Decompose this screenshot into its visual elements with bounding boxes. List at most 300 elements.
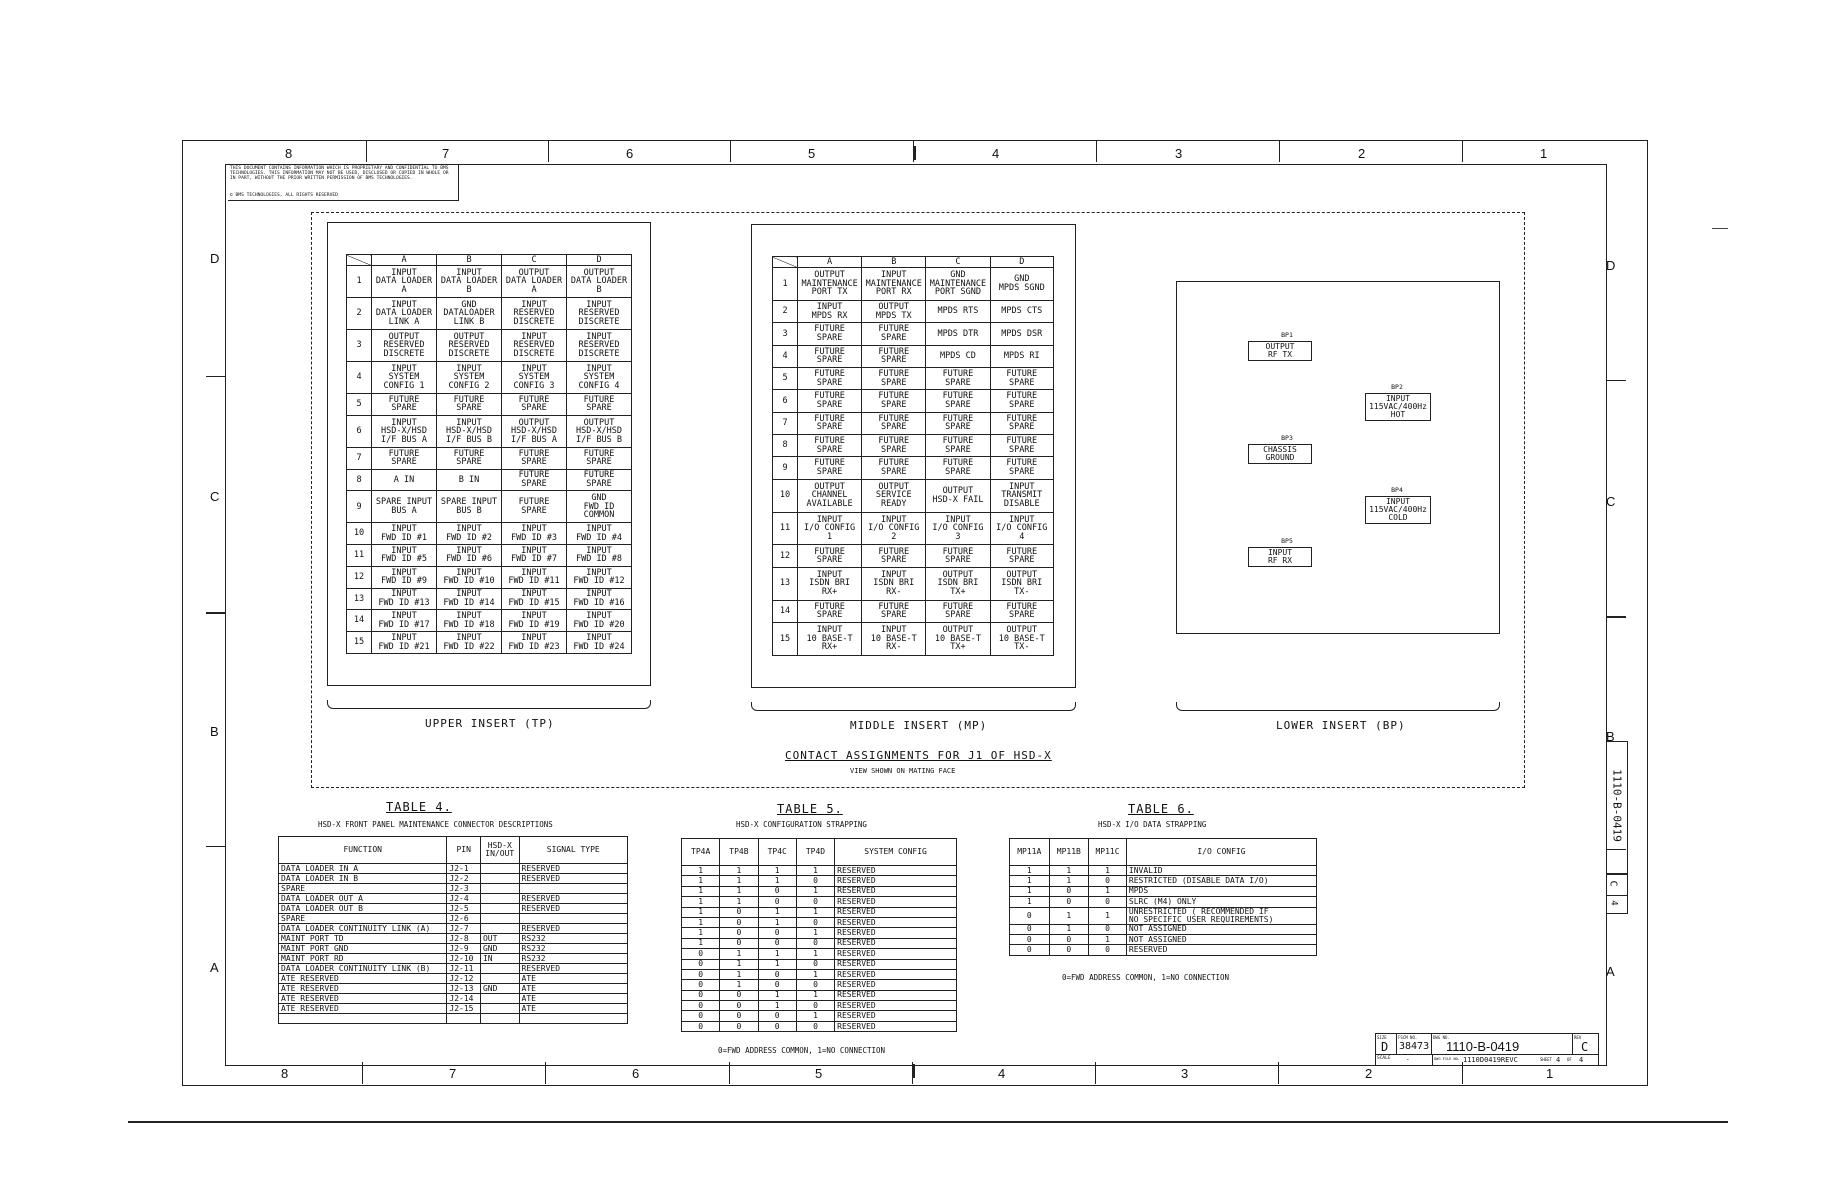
table-cell: RS232 [519, 944, 627, 954]
table-cell: 1 [720, 949, 758, 959]
pin-bp5: INPUT RF RX [1248, 547, 1312, 567]
table-row [773, 367, 1054, 389]
table-cell: MPDS [1126, 886, 1316, 896]
zone-label: 3 [1181, 1066, 1189, 1081]
table-cell: J2-7 [447, 924, 481, 934]
row-number: 9 [773, 457, 798, 479]
contact-cell: INPUT FWD ID #16 [567, 588, 632, 610]
table-row [682, 866, 957, 876]
table-row [347, 330, 632, 362]
table-row [682, 886, 957, 896]
table-cell [480, 874, 519, 884]
table-row [279, 894, 628, 904]
table-cell [519, 884, 627, 894]
contact-cell: FUTURE SPARE [862, 345, 926, 367]
contact-cell: FUTURE SPARE [990, 412, 1053, 434]
table-row [279, 904, 628, 914]
zone-label: 8 [285, 146, 293, 161]
column-header: TP4D [796, 839, 834, 866]
table5-title: TABLE 5. [777, 802, 843, 816]
contact-cell: INPUT TRANSMIT DISABLE [990, 479, 1053, 512]
table-cell: 1 [758, 907, 796, 917]
table-cell: 1 [758, 1001, 796, 1011]
table5-note: 0=FWD ADDRESS COMMON, 1=NO CONNECTION [718, 1046, 886, 1055]
contact-cell: FUTURE SPARE [990, 600, 1053, 622]
table-cell: 0 [758, 928, 796, 938]
zone-label: 1 [1540, 146, 1548, 161]
table-row [347, 469, 632, 491]
table-cell: DATA LOADER IN A [279, 864, 447, 874]
corner-cell [773, 257, 798, 268]
sheet-value: 4 [1556, 1056, 1561, 1064]
table-cell: 0 [796, 897, 834, 907]
table-row [347, 610, 632, 632]
contact-cell: A IN [372, 469, 437, 491]
table-row [773, 434, 1054, 456]
side-strip [1606, 741, 1626, 913]
table-cell: 0 [1089, 897, 1127, 907]
row-number: 12 [347, 566, 372, 588]
contact-cell: INPUT FWD ID #12 [567, 566, 632, 588]
contact-cell: MPDS RTS [926, 300, 990, 322]
column-header: C [926, 257, 990, 268]
table-cell: 1 [720, 959, 758, 969]
contact-cell: INPUT SYSTEM CONFIG 4 [567, 362, 632, 394]
contact-cell: INPUT HSD-X/HSD I/F BUS A [372, 415, 437, 447]
table-cell: RS232 [519, 954, 627, 964]
contact-cell: OUTPUT DATA LOADER B [567, 266, 632, 298]
table6-title: TABLE 6. [1128, 802, 1194, 816]
table-row [1010, 924, 1317, 934]
table-cell: 1 [758, 876, 796, 886]
table-cell [480, 924, 519, 934]
row-number: 14 [347, 610, 372, 632]
table-cell: MAINT PORT TD [279, 934, 447, 944]
table-cell: 1 [796, 1011, 834, 1021]
table-cell: 1 [796, 990, 834, 1000]
contact-cell: INPUT I/O CONFIG 3 [926, 512, 990, 545]
table-row [773, 600, 1054, 622]
margin-rule [1712, 228, 1728, 229]
table-row [682, 907, 957, 917]
table-cell: 1 [720, 866, 758, 876]
contact-cell: FUTURE SPARE [862, 434, 926, 456]
zone-label: 1 [1546, 1066, 1554, 1081]
table-cell [480, 994, 519, 1004]
table-cell: 1 [720, 897, 758, 907]
contact-cell: FUTURE SPARE [798, 412, 862, 434]
column-header: B [862, 257, 926, 268]
table-row [347, 632, 632, 654]
contact-cell: INPUT FWD ID #23 [502, 632, 567, 654]
zone-label: 2 [1358, 146, 1366, 161]
table-row [773, 323, 1054, 345]
contact-cell: INPUT FWD ID #5 [372, 545, 437, 567]
zone-label: A [210, 960, 219, 975]
table-row [773, 390, 1054, 412]
table-cell: J2-12 [447, 974, 481, 984]
table-cell [480, 894, 519, 904]
row-number: 4 [773, 345, 798, 367]
contact-cell: FUTURE SPARE [567, 469, 632, 491]
row-number: 7 [773, 412, 798, 434]
contact-cell: SPARE INPUT BUS B [437, 491, 502, 523]
table-cell: 0 [758, 886, 796, 896]
rev-label: REV [1574, 1035, 1582, 1040]
table-cell: 0 [720, 1001, 758, 1011]
pin-bp1: OUTPUT RF TX [1248, 341, 1312, 361]
table-cell: 1 [682, 938, 720, 948]
contact-cell: INPUT I/O CONFIG 4 [990, 512, 1053, 545]
table-cell: RESERVED [835, 980, 957, 990]
table-row [279, 944, 628, 954]
table-cell: SPARE [279, 914, 447, 924]
table-cell [480, 1014, 519, 1024]
table-cell: 0 [796, 917, 834, 927]
table-cell: RESERVED [835, 876, 957, 886]
contact-cell: INPUT FWD ID #20 [567, 610, 632, 632]
table-cell: J2-6 [447, 914, 481, 924]
contact-cell: B IN [437, 469, 502, 491]
row-number: 2 [347, 298, 372, 330]
table-row [682, 980, 957, 990]
table-row [682, 938, 957, 948]
row-number: 7 [347, 447, 372, 469]
table-cell: 1 [758, 866, 796, 876]
table6-note: 0=FWD ADDRESS COMMON, 1=NO CONNECTION [1062, 973, 1230, 982]
pin-id-bp1: BP1 [1281, 331, 1293, 339]
table-cell: 0 [1010, 945, 1050, 955]
table-cell: RESERVED [835, 1021, 957, 1031]
table-cell: MAINT PORT GND [279, 944, 447, 954]
table-cell: ATE RESERVED [279, 974, 447, 984]
contact-cell: INPUT MAINTENANCE PORT RX [862, 268, 926, 301]
contact-cell: FUTURE SPARE [798, 367, 862, 389]
table-cell: 0 [1089, 945, 1127, 955]
table-row [1010, 876, 1317, 886]
table-cell: RESERVED [835, 959, 957, 969]
file-label: DWG FILE NO. [1434, 1057, 1460, 1061]
table-cell: 0 [1049, 886, 1089, 896]
contact-cell: OUTPUT ISDN BRI TX+ [926, 567, 990, 600]
table-cell: J2-8 [447, 934, 481, 944]
table-cell: RESERVED [835, 886, 957, 896]
table-cell: J2-15 [447, 1004, 481, 1014]
zone-label: 2 [1365, 1066, 1373, 1081]
table-cell: 0 [796, 876, 834, 886]
contact-cell: FUTURE SPARE [372, 394, 437, 416]
pin-id-bp4: BP4 [1391, 486, 1403, 494]
table-cell: 1 [1089, 886, 1127, 896]
contact-cell: FUTURE SPARE [798, 345, 862, 367]
contact-cell: INPUT I/O CONFIG 1 [798, 512, 862, 545]
contact-cell: INPUT 10 BASE-T RX- [862, 623, 926, 656]
pin-id-bp2: BP2 [1391, 383, 1403, 391]
contact-cell: GND FWD ID COMMON [567, 491, 632, 523]
table-row [682, 969, 957, 979]
table-cell: NOT ASSIGNED [1126, 924, 1316, 934]
table-row [279, 984, 628, 994]
table-row [347, 523, 632, 545]
table-cell: J2-11 [447, 964, 481, 974]
middle-insert-label: MIDDLE INSERT (MP) [850, 719, 988, 732]
contact-cell: INPUT FWD ID #7 [502, 545, 567, 567]
table-row [682, 917, 957, 927]
table-cell: RESERVED [519, 924, 627, 934]
page-bottom-rule [128, 1121, 1728, 1123]
table-row [682, 1011, 957, 1021]
contact-cell: FUTURE SPARE [502, 447, 567, 469]
row-number: 4 [347, 362, 372, 394]
table-row [279, 994, 628, 1004]
contact-cell: INPUT 10 BASE-T RX+ [798, 623, 862, 656]
table-cell: 0 [796, 980, 834, 990]
table-cell: J2-4 [447, 894, 481, 904]
contact-cell: INPUT FWD ID #11 [502, 566, 567, 588]
table-cell: 0 [758, 980, 796, 990]
table-cell: 1 [1049, 907, 1089, 924]
contact-cell: INPUT ISDN BRI RX+ [798, 567, 862, 600]
table-cell: SPARE [279, 884, 447, 894]
table-row [279, 964, 628, 974]
contact-cell: INPUT SYSTEM CONFIG 2 [437, 362, 502, 394]
contact-cell: INPUT FWD ID #13 [372, 588, 437, 610]
table6-subtitle: HSD-X I/O DATA STRAPPING [1098, 820, 1207, 829]
cage-label: FSCM NO. [1398, 1035, 1418, 1040]
file-value: 1110D0419REVC [1463, 1056, 1518, 1064]
table-cell: RESERVED [835, 907, 957, 917]
lower-insert-label: LOWER INSERT (BP) [1276, 719, 1406, 732]
table-cell: ATE RESERVED [279, 1004, 447, 1014]
zone-label: 7 [442, 146, 450, 161]
table-cell: 0 [682, 1001, 720, 1011]
table-row [682, 928, 957, 938]
table-cell: 0 [796, 938, 834, 948]
table-row [1010, 886, 1317, 896]
row-number: 1 [347, 266, 372, 298]
table-cell [480, 884, 519, 894]
contact-cell: OUTPUT 10 BASE-T TX- [990, 623, 1053, 656]
table-cell: 1 [796, 928, 834, 938]
table-cell: DATA LOADER OUT A [279, 894, 447, 904]
contact-cell: FUTURE SPARE [862, 367, 926, 389]
contact-cell: FUTURE SPARE [926, 457, 990, 479]
table-cell: 1 [758, 917, 796, 927]
table6 [1009, 838, 1317, 956]
table-cell: 1 [682, 866, 720, 876]
row-number: 3 [773, 323, 798, 345]
table-cell: RESERVED [835, 938, 957, 948]
row-number: 11 [347, 545, 372, 567]
column-header: A [798, 257, 862, 268]
contact-cell: FUTURE SPARE [567, 447, 632, 469]
rev-value: C [1581, 1040, 1589, 1054]
contact-cell: INPUT ISDN BRI RX- [862, 567, 926, 600]
row-number: 15 [347, 632, 372, 654]
table-row [773, 300, 1054, 322]
dwg-number: 1110-B-0419 [1446, 1039, 1520, 1054]
table-cell: 1 [758, 990, 796, 1000]
table-cell: J2-3 [447, 884, 481, 894]
table-cell: J2-13 [447, 984, 481, 994]
contact-cell: INPUT FWD ID #22 [437, 632, 502, 654]
contact-cell: INPUT FWD ID #17 [372, 610, 437, 632]
side-strip-rev: C [1607, 880, 1619, 887]
row-number: 11 [773, 512, 798, 545]
contact-cell: FUTURE SPARE [862, 412, 926, 434]
contact-cell: FUTURE SPARE [502, 394, 567, 416]
column-header: FUNCTION [279, 837, 447, 864]
table-cell: 0 [1049, 945, 1089, 955]
contact-cell: FUTURE SPARE [926, 367, 990, 389]
contact-cell: OUTPUT HSD-X FAIL [926, 479, 990, 512]
table-cell: 1 [682, 928, 720, 938]
table-row [347, 545, 632, 567]
table-row [347, 491, 632, 523]
sheet-label: SHEET [1540, 1057, 1553, 1062]
table5-subtitle: HSD-X CONFIGURATION STRAPPING [736, 820, 867, 829]
table-row [773, 268, 1054, 301]
table-row [773, 412, 1054, 434]
table-cell: DATA LOADER IN B [279, 874, 447, 884]
table-cell: INVALID [1126, 866, 1316, 876]
upper-insert-table [346, 254, 632, 654]
table-cell: 1 [796, 949, 834, 959]
table-cell: 0 [720, 917, 758, 927]
contact-cell: FUTURE SPARE [798, 600, 862, 622]
table-row [773, 545, 1054, 567]
table-row [347, 266, 632, 298]
row-number: 13 [773, 567, 798, 600]
table-cell: 1 [1049, 866, 1089, 876]
scale-value: - [1406, 1056, 1410, 1063]
table-cell: 0 [758, 897, 796, 907]
row-number: 13 [347, 588, 372, 610]
contact-cell: FUTURE SPARE [862, 457, 926, 479]
contact-cell: OUTPUT RESERVED DISCRETE [437, 330, 502, 362]
contact-assignments-title: CONTACT ASSIGNMENTS FOR J1 OF HSD-X [785, 749, 1052, 762]
contact-cell: INPUT FWD ID #24 [567, 632, 632, 654]
contact-cell: FUTURE SPARE [798, 323, 862, 345]
table-row [279, 954, 628, 964]
table-cell: 1 [720, 886, 758, 896]
table-cell [519, 1014, 627, 1024]
contact-cell: SPARE INPUT BUS A [372, 491, 437, 523]
size-label: SIZE [1377, 1035, 1387, 1040]
table-cell: DATA LOADER CONTINUITY LINK (B) [279, 964, 447, 974]
table-cell: RESERVED [519, 874, 627, 884]
zone-label: 5 [815, 1066, 823, 1081]
table-cell: SLRC (M4) ONLY [1126, 897, 1316, 907]
zone-label: 3 [1175, 146, 1183, 161]
table-row [1010, 945, 1317, 955]
contact-cell: FUTURE SPARE [926, 390, 990, 412]
table-cell: 0 [682, 1021, 720, 1031]
contact-cell: FUTURE SPARE [990, 457, 1053, 479]
table-cell: GND [480, 984, 519, 994]
column-header: B [437, 255, 502, 266]
table-cell: J2-1 [447, 864, 481, 874]
table4 [278, 836, 628, 1024]
zone-label: B [1606, 729, 1615, 744]
contact-cell: OUTPUT HSD-X/HSD I/F BUS A [502, 415, 567, 447]
zone-label: C [1606, 494, 1616, 509]
contact-cell: FUTURE SPARE [990, 367, 1053, 389]
contact-cell: OUTPUT RESERVED DISCRETE [372, 330, 437, 362]
contact-cell: FUTURE SPARE [926, 412, 990, 434]
contact-cell: INPUT SYSTEM CONFIG 1 [372, 362, 437, 394]
table-cell: 0 [758, 1021, 796, 1031]
table-cell: 0 [682, 969, 720, 979]
table-cell: 1 [1089, 907, 1127, 924]
zone-label: 8 [281, 1066, 289, 1081]
table-cell [480, 904, 519, 914]
table-row [773, 623, 1054, 656]
contact-cell: FUTURE SPARE [990, 434, 1053, 456]
table-cell: RESERVED [519, 904, 627, 914]
table-cell: 1 [758, 959, 796, 969]
table-cell: J2-5 [447, 904, 481, 914]
row-number: 8 [773, 434, 798, 456]
table-cell: 0 [1010, 907, 1050, 924]
contact-cell: INPUT FWD ID #4 [567, 523, 632, 545]
scale-label: SCALE [1377, 1056, 1391, 1061]
table-cell: 0 [682, 949, 720, 959]
pin-bp3: CHASSIS GROUND [1248, 444, 1312, 464]
contact-cell: FUTURE SPARE [798, 457, 862, 479]
zone-label: 7 [449, 1066, 457, 1081]
table-cell: 0 [1049, 897, 1089, 907]
table-cell: 0 [682, 959, 720, 969]
table-row [773, 512, 1054, 545]
table-cell: 0 [682, 1011, 720, 1021]
pin-bp4: INPUT 115VAC/400Hz COLD [1365, 496, 1431, 524]
middle-insert-brace [751, 702, 1076, 711]
table-row [279, 974, 628, 984]
column-header: TP4A [682, 839, 720, 866]
table-cell: 0 [796, 959, 834, 969]
table-cell: J2-2 [447, 874, 481, 884]
contact-cell: INPUT FWD ID #21 [372, 632, 437, 654]
table-cell: RESERVED [835, 969, 957, 979]
contact-cell: INPUT FWD ID #9 [372, 566, 437, 588]
table-row [279, 924, 628, 934]
contact-cell: FUTURE SPARE [502, 469, 567, 491]
table-row [279, 1004, 628, 1014]
middle-insert-table [772, 256, 1054, 656]
contact-cell: FUTURE SPARE [862, 600, 926, 622]
of-label: OF [1567, 1057, 1572, 1062]
row-number: 6 [347, 415, 372, 447]
table-cell: 1 [1089, 934, 1127, 944]
table-cell: 1 [720, 980, 758, 990]
table-row [682, 1001, 957, 1011]
row-number: 5 [773, 367, 798, 389]
table-cell: RESERVED [835, 897, 957, 907]
contact-cell: FUTURE SPARE [437, 394, 502, 416]
table-cell: ATE RESERVED [279, 984, 447, 994]
contact-cell: MPDS CD [926, 345, 990, 367]
table-cell: RESERVED [835, 866, 957, 876]
table-cell [480, 1004, 519, 1014]
table-cell: RS232 [519, 934, 627, 944]
pin-id-bp5: BP5 [1281, 537, 1293, 545]
row-number: 8 [347, 469, 372, 491]
column-header: PIN [447, 837, 481, 864]
contact-cell: INPUT RESERVED DISCRETE [502, 298, 567, 330]
table-cell: 1 [682, 886, 720, 896]
pin-id-bp3: BP3 [1281, 434, 1293, 442]
